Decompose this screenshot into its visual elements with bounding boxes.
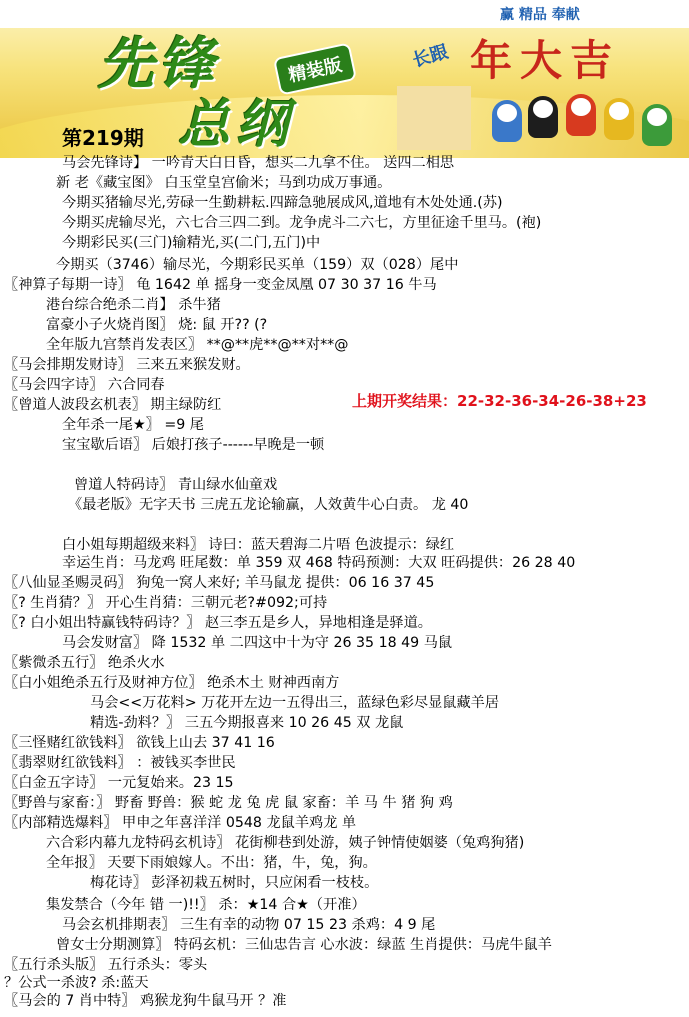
content-line: 〖神算子每期一诗〗 龟 1642 单 摇身一变金凤凰 07 30 37 16 牛马 <box>4 277 437 293</box>
mascot-icon <box>604 98 634 140</box>
content-line: 宝宝歇后语〗 后娘打孩子------早晚是一顿 <box>62 437 325 453</box>
content-line: 今期买猪输尽光,劳碌一生勤耕耘.四蹄急驰展成风,道地有木处处通.(苏) <box>62 195 503 211</box>
content-line: 〖曾道人波段玄机表〗 期主绿防红 <box>4 397 222 413</box>
mascot-icon <box>566 94 596 136</box>
issue-number: 第219期 <box>62 126 144 150</box>
header-banner <box>0 0 689 158</box>
content-line: 六合彩内幕九龙特码玄机诗〗 花街柳巷到处游，姨子钟情使姻婆（兔鸡狗猪) <box>46 835 525 851</box>
content-line: 《最老版》无字天书 三虎五龙论输赢，人效黄牛心白责。 龙 40 <box>68 497 469 513</box>
mascot-icon <box>492 100 522 142</box>
content-line: 〖内部精选爆料〗 甲申之年喜洋洋 0548 龙鼠羊鸡龙 单 <box>4 815 357 831</box>
content-line: 〖白小姐绝杀五行及财神方位〗 绝杀木土 财神西南方 <box>4 675 340 691</box>
content-line: 幸运生肖：马龙鸡 旺尾数：单 359 双 468 特码预测：大双 旺码提供：26 28 40 <box>62 555 576 571</box>
content-line: 马会玄机排期表〗 三生有幸的动物 07 15 23 杀鸡：4 9 尾 <box>62 917 436 933</box>
banner-slogan: 赢 精品 奉献 <box>500 7 580 23</box>
content-line: 〖八仙显圣赐灵码〗 狗兔一窝人来好; 羊马鼠龙 提供：06 16 37 45 <box>4 575 435 591</box>
content-line: 马会发财富〗 降 1532 单 二四这中十为守 26 35 18 49 马鼠 <box>62 635 453 651</box>
mascot-icon <box>528 96 558 138</box>
content-line: 曾女士分期测算〗 特码玄机：三仙忠告言 心水波：绿蓝 生肖提供：马虎牛鼠羊 <box>56 937 552 953</box>
content-line: ？公式一杀波? 杀:蓝天 <box>4 975 149 991</box>
content-line: 全年杀一尾★〗 =9 尾 <box>62 417 204 433</box>
content-line: 马会先锋诗】 一吟青天白日昏，想买二九拿不住。 送四二相思 <box>62 155 455 171</box>
content-line: 〖翡翠财红欲钱料〗 ：被钱买李世民 <box>4 755 236 771</box>
content-line: 马会<<万花料> 万花开左边一五得出三，蓝绿色彩尽显鼠藏羊居 <box>90 695 500 711</box>
edition-badge: 精装版 <box>273 42 357 95</box>
content-line: 新 老《藏宝图》 白玉堂皇宫偷米；马到功成万事通。 <box>56 175 392 191</box>
content-line: 〖马会四字诗〗 六合同春 <box>4 377 165 393</box>
content-line: 梅花诗〗 彭泽初栽五树时，只应闲看一枝枝。 <box>90 875 379 891</box>
cover-patch <box>397 86 471 150</box>
content-line: 曾道人特码诗〗 青山绿水仙童戏 <box>74 477 278 493</box>
last-draw-result: 上期开奖结果：22-32-36-34-26-38+23 <box>352 392 647 410</box>
content-line: 全年报〗 天要下雨娘嫁人。不出：猪，牛，兔，狗。 <box>46 855 377 871</box>
content-line: 港台综合绝杀二肖】 杀牛猪 <box>46 297 221 313</box>
follow-label: 长跟 <box>410 41 451 72</box>
content-line: 〖? 生肖猜？〗 开心生肖猜：三朝元老?#092;可持 <box>4 595 328 611</box>
content-line: 〖? 白小姐出特赢钱特码诗？〗 赵三李五是乡人，异地相逢是驿道。 <box>4 615 432 631</box>
content-line: 富豪小子火烧肖图〗 烧: 鼠 开?? (? <box>46 317 268 333</box>
content-line: 全年版九宫禁肖发表区〗 **@**虎**@**对**@ <box>46 337 349 353</box>
content-line: 〖白金五字诗〗 一元复始来。23 15 <box>4 775 234 791</box>
content-line: 今期彩民买(三门)输精光,买(二门,五门)中 <box>62 235 321 251</box>
title-sub: 总纲 <box>178 94 295 155</box>
content-line: 精选-劲料？〗 三五今期报喜来 10 26 45 双 龙鼠 <box>90 715 404 731</box>
mascot-icon <box>642 104 672 146</box>
content-line: 集发禁合（今年 错 一)!!〗 杀：★14 合★（开准） <box>46 897 366 913</box>
content-line: 今期买（3746）输尽光，今期彩民买单（159）双（028）尾中 <box>56 257 459 273</box>
big-title: 年大吉 <box>470 36 621 85</box>
content-line: 〖紫微杀五行〗 绝杀火水 <box>4 655 165 671</box>
content-line: 白小姐每期超级来料〗 诗曰：蓝天碧海二片唔 色波提示：绿红 <box>62 537 455 553</box>
content-line: 〖三怪赌红欲钱料〗 欲钱上山去 37 41 16 <box>4 735 275 751</box>
content-line: 今期买虎输尽光，六七合三四二到。龙争虎斗二六七，方里征途千里马。(袍) <box>62 215 542 231</box>
content-line: 〖野兽与家畜：〗 野畜 野兽：猴 蛇 龙 兔 虎 鼠 家畜：羊 马 牛 猪 狗 鸡 <box>4 795 453 811</box>
title-main: 先锋 <box>98 31 218 97</box>
content-line: 〖马会的 7 肖中特〗 鸡猴龙狗牛鼠马开 ？准 <box>4 993 287 1009</box>
content-line: 〖五行杀头版〗 五行杀头：零头 <box>4 957 208 973</box>
content-line: 〖马会排期发财诗〗 三来五来猴发财。 <box>4 357 250 373</box>
